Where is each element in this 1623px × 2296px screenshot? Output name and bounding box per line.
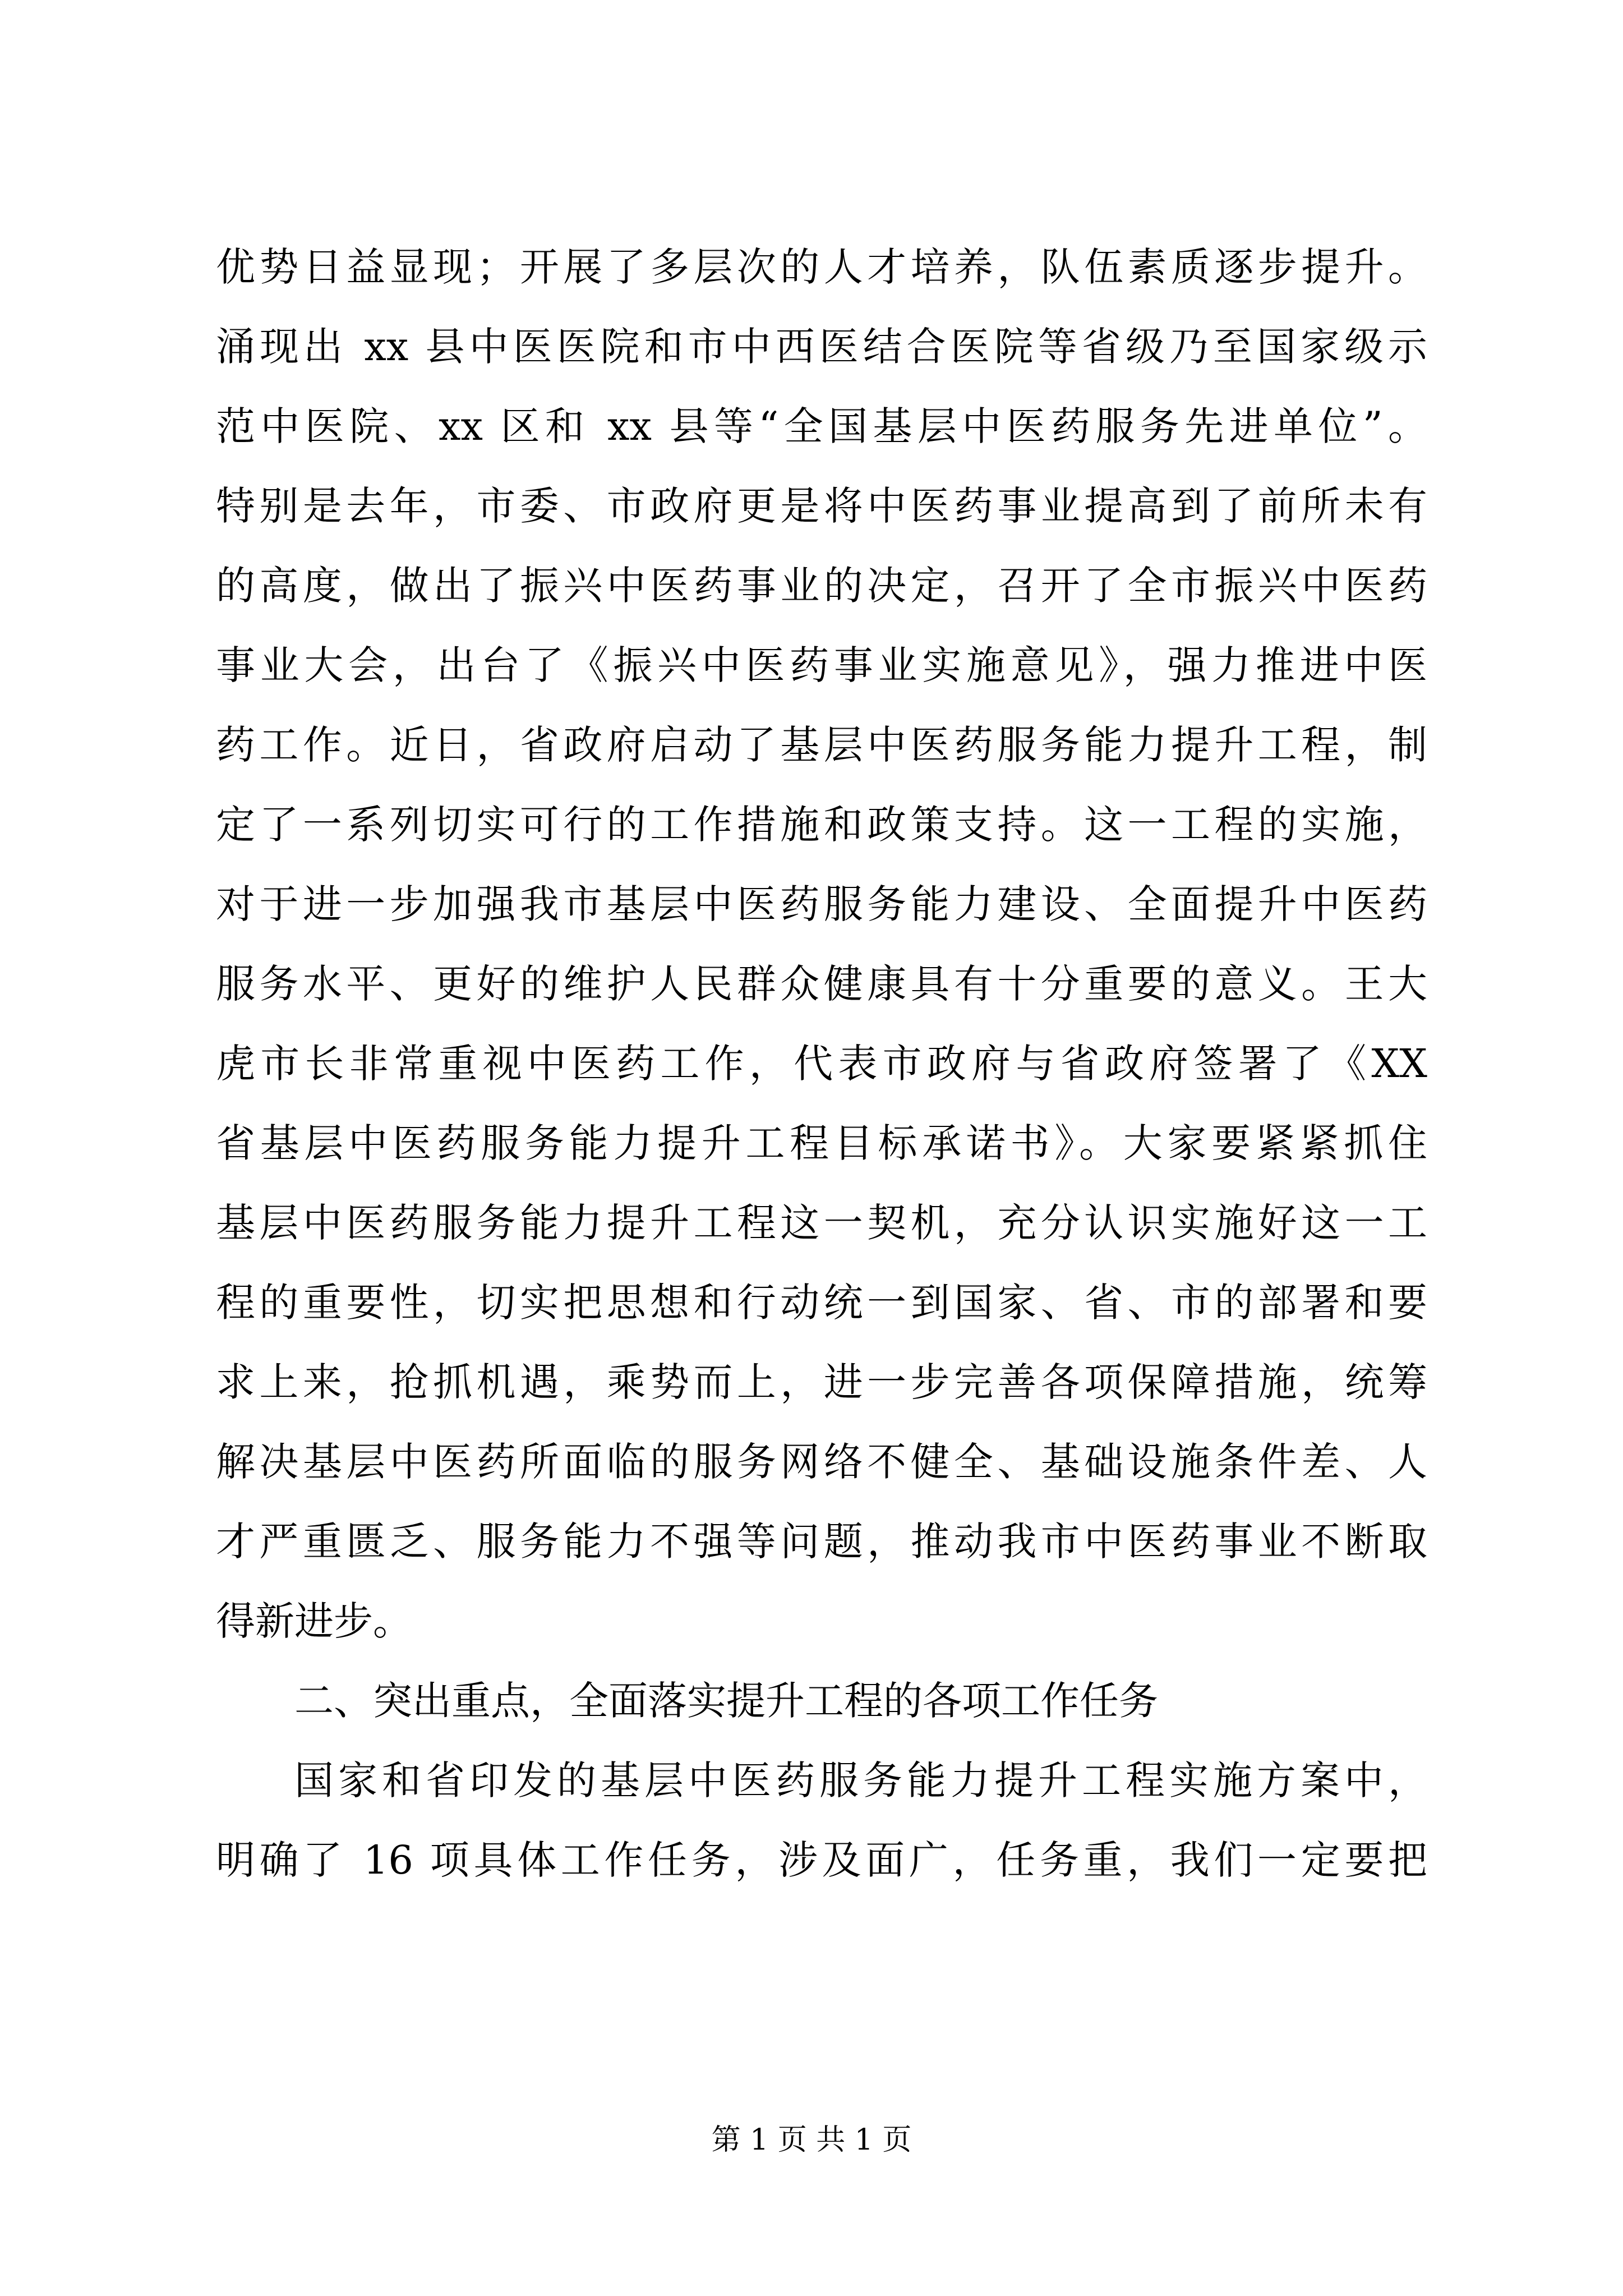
text-line: 程的重要性，切实把思想和行动统一到国家、省、市的部署和要 <box>216 1280 1427 1326</box>
text-line: 明确了 16 项具体工作任务，涉及面广，任务重，我们一定要把 <box>216 1837 1427 1883</box>
text-line: 对于进一步加强我市基层中医药服务能力建设、全面提升中医药 <box>216 881 1427 927</box>
text-line: 范中医院、xx 区和 xx 县等“全国基层中医药服务先进单位”。 <box>216 403 1427 449</box>
text-line: 涌现出 xx 县中医医院和市中西医结合医院等省级乃至国家级示 <box>216 324 1427 370</box>
page-footer: 第 1 页 共 1 页 <box>711 2123 912 2157</box>
text-line: 特别是去年，市委、市政府更是将中医药事业提高到了前所未有 <box>216 483 1427 529</box>
text-line: 国家和省印发的基层中医药服务能力提升工程实施方案中， <box>294 1757 1427 1803</box>
text-line: 才严重匮乏、服务能力不强等问题，推动我市中医药事业不断取 <box>216 1519 1427 1565</box>
text-line: 药工作。近日，省政府启动了基层中医药服务能力提升工程，制 <box>216 722 1427 768</box>
text-line: 求上来，抢抓机遇，乘势而上，进一步完善各项保障措施，统筹 <box>216 1359 1427 1405</box>
text-line: 省基层中医药服务能力提升工程目标承诺书》。大家要紧紧抓住 <box>216 1120 1427 1166</box>
document-body <box>216 227 1427 1900</box>
text-line: 的高度，做出了振兴中医药事业的决定，召开了全市振兴中医药 <box>216 563 1427 609</box>
text-line: 解决基层中医药所面临的服务网络不健全、基础设施条件差、人 <box>216 1439 1427 1485</box>
section-heading: 二、突出重点，全面落实提升工程的各项工作任务 <box>294 1678 1158 1724</box>
text-line: 基层中医药服务能力提升工程这一契机，充分认识实施好这一工 <box>216 1200 1427 1246</box>
text-line: 服务水平、更好的维护人民群众健康具有十分重要的意义。王大 <box>216 961 1427 1007</box>
text-line: 事业大会，出台了《振兴中医药事业实施意见》，强力推进中医 <box>216 642 1427 688</box>
text-line: 虎市长非常重视中医药工作，代表市政府与省政府签署了《XX <box>216 1041 1427 1087</box>
text-line: 优势日益显现；开展了多层次的人才培养，队伍素质逐步提升。 <box>216 244 1427 290</box>
text-line: 得新进步。 <box>216 1598 412 1644</box>
text-line: 定了一系列切实可行的工作措施和政策支持。这一工程的实施， <box>216 802 1427 848</box>
